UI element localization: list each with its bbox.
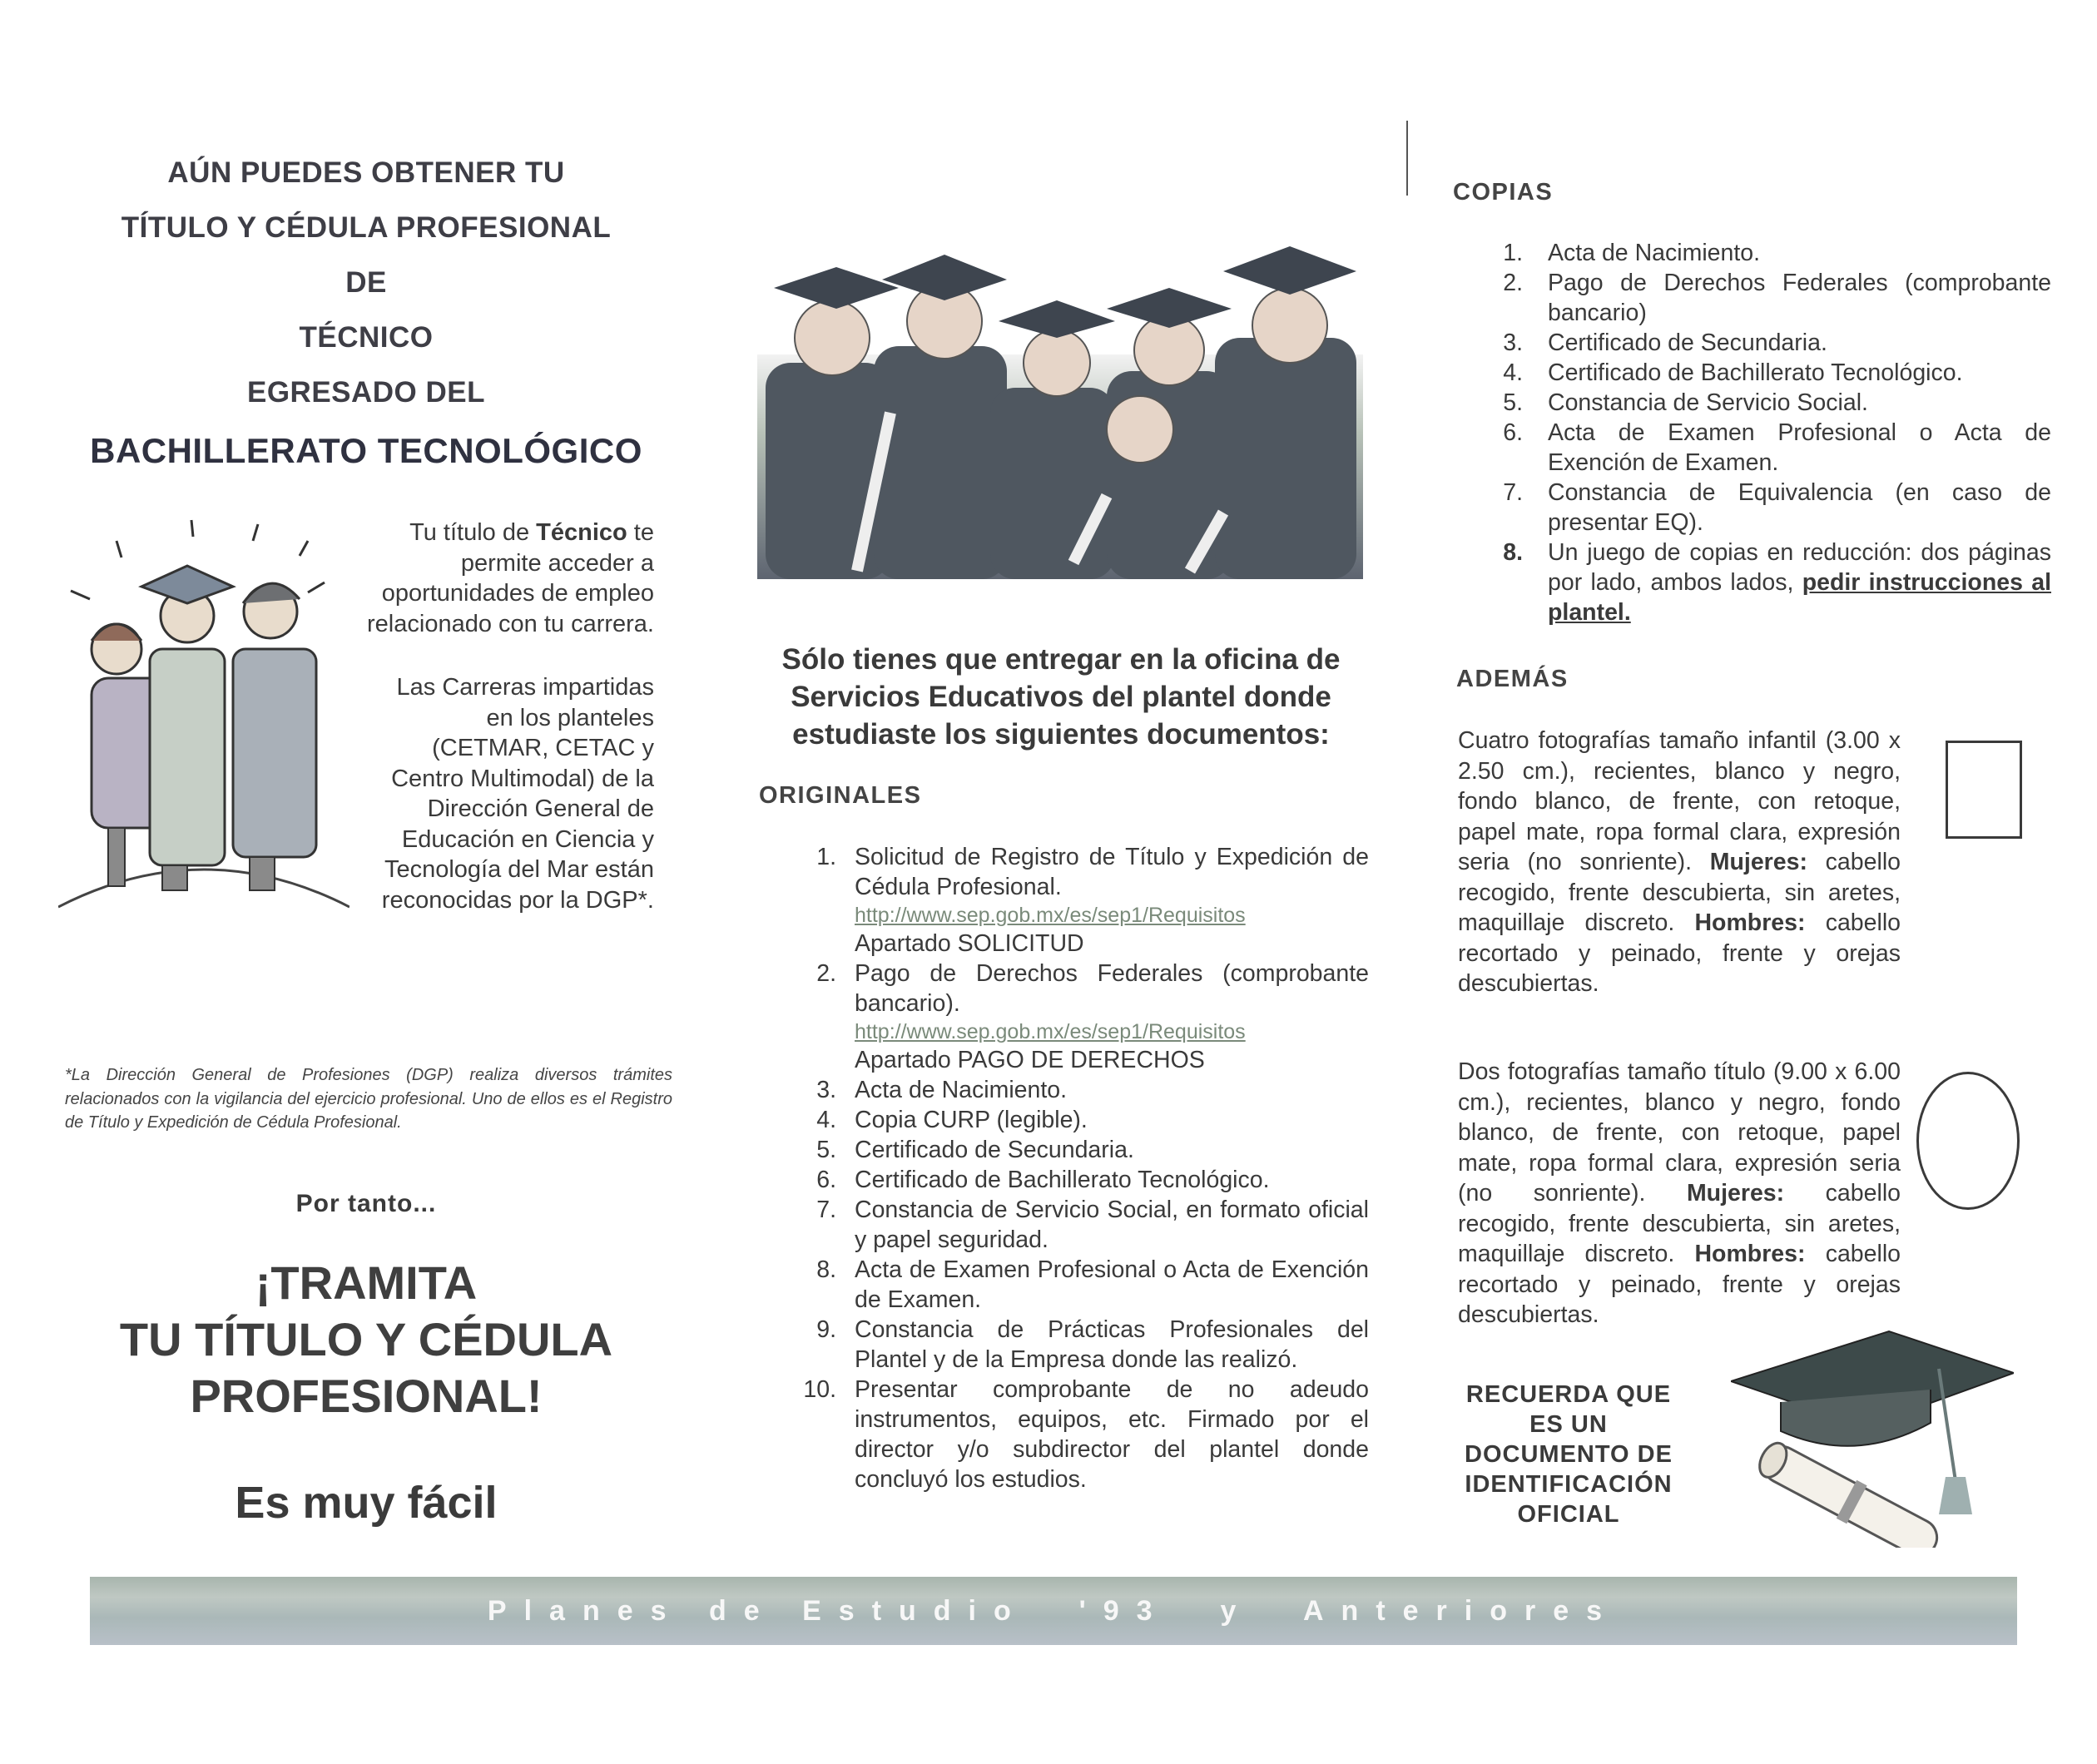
list-item: 1. Acta de Nacimiento. (1503, 240, 1761, 266)
title-line: EGRESADO DEL (246, 376, 486, 409)
list-item: 9. Constancia de Prácticas Profesionales del Plantel y de la Empresa donde las realizó. (816, 1316, 1369, 1373)
infantil-photo-frame (1946, 741, 2022, 839)
title-line: AÚN PUEDES OBTENER TU (167, 156, 565, 189)
title-line: TÍTULO Y CÉDULA PROFESIONAL (121, 211, 612, 244)
titulo-photo-frame (1916, 1072, 2020, 1210)
originales-heading: ORIGINALES (759, 782, 922, 809)
list-item: 5. Constancia de Servicio Social. (1503, 389, 1868, 416)
column-divider (1406, 121, 1408, 196)
list-item: 1. Solicitud de Registro de Título y Expedición de Cédula Profesional. http://www.sep.gob.mx/es/sep1/Requisitos Apartado SOLICITUD (816, 844, 1369, 957)
main-title (50, 146, 682, 482)
list-item: 7. Constancia de Servicio Social, en formato oficial y papel seguridad. (816, 1197, 1369, 1253)
copias-heading: COPIAS (1453, 179, 1554, 206)
footnote: *La Dirección General de Profesiones (DGP) realiza diversos trámites relacionados con la vigilancia del ejercicio profesional. Uno de ellos es el Registro de Título y Expedición de Cédula Profesional. (65, 1066, 672, 1132)
list-item: 6. Acta de Examen Profesional o Acta de Exención de Examen. (1503, 419, 2051, 476)
es-muy-facil: Es muy fácil (235, 1478, 498, 1528)
titulo-photos-text: Dos fotografías tamaño título (9.00 x 6.00 cm.), recientes, blanco y negro, fondo blanco, de frente, con retoque, papel mate, ropa formal clara, expresión seria (no sonriente). Mujeres: cabello recogido, frente descubierta, sin aretes, maquillaje discreto. Hombres: cabello recortado y peinado, frente y orejas descubiertas. (1458, 1058, 1901, 1328)
list-item: 7. Constancia de Equivalencia (en caso de presentar EQ). (1503, 479, 2051, 536)
por-tanto: Por tanto... (295, 1190, 437, 1217)
list-item: 5. Certificado de Secundaria. (816, 1137, 1134, 1163)
list-item: 8. Acta de Examen Profesional o Acta de Exención de Examen. (816, 1256, 1369, 1313)
footer-band (90, 1577, 2017, 1645)
list-item: 8. Un juego de copias en reducción: dos páginas por lado, ambos lados, pedir instrucciones al plantel. (1503, 539, 2051, 626)
tramita-heading: ¡TRAMITA TU TÍTULO Y CÉDULA PROFESIONAL! (119, 1256, 613, 1422)
recuerda-note: RECUERDA QUE ES UN DOCUMENTO DE IDENTIFICACIÓN OFICIAL (1465, 1381, 1673, 1528)
graduates-clipart (58, 516, 350, 932)
list-item: 6. Certificado de Bachillerato Tecnológico. (816, 1167, 1270, 1193)
titulo-paragraph: Tu título de Técnico te permite acceder a oportunidades de empleo relacionado con tu carrera. (367, 519, 654, 637)
graduation-cap-diploma-icon (1731, 1323, 2014, 1548)
requisitos-link[interactable]: http://www.sep.gob.mx/es/sep1/Requisitos (855, 904, 1246, 927)
left-description (366, 518, 654, 949)
pedir-instrucciones: pedir instrucciones al plantel. (1548, 569, 2051, 626)
list-item: 4. Copia CURP (legible). (816, 1107, 1088, 1133)
list-item: 3. Acta de Nacimiento. (816, 1077, 1068, 1103)
title-line: DE (345, 266, 387, 299)
list-item: 2. Pago de Derechos Federales (comprobante bancario) (1503, 270, 2051, 326)
originales-list (803, 842, 1369, 1494)
list-item: 3. Certificado de Secundaria. (1503, 330, 1827, 356)
instructions-heading: Sólo tienes que entregar en la oficina de Servicios Educativos del plantel donde estudiaste los siguientes documentos: (781, 643, 1341, 751)
carreras-paragraph: Las Carreras impartidas en los planteles (CETMAR, CETAC y Centro Multimodal) de la Dirección General de Educación en Ciencia y Tecnología del Mar están reconocidas por la DGP*. (381, 674, 654, 914)
ademas-heading: ADEMÁS (1456, 666, 1569, 692)
footer-band-text: Planes de Estudio '93 y Anteriores (487, 1594, 1620, 1627)
copias-list (1490, 238, 2051, 627)
list-item: 4. Certificado de Bachillerato Tecnológico. (1503, 359, 1963, 386)
title-line: TÉCNICO (299, 321, 434, 354)
list-item: 10. Presentar comprobante de no adeudo instrumentos, equipos, etc. Firmado por el director y/o subdirector del plantel donde concluyó los estudios. (803, 1376, 1369, 1493)
graduates-photo (757, 246, 1363, 579)
requisitos-link[interactable]: http://www.sep.gob.mx/es/sep1/Requisitos (855, 1020, 1246, 1043)
title-line: BACHILLERATO TECNOLÓGICO (90, 431, 642, 470)
list-item: 2. Pago de Derechos Federales (comprobante bancario). http://www.sep.gob.mx/es/sep1/Requisitos Apartado PAGO DE DERECHOS (816, 960, 1369, 1073)
infantil-photos-text: Cuatro fotografías tamaño infantil (3.00 x 2.50 cm.), recientes, blanco y negro, fondo blanco, de frente, con retoque, papel mate, ropa formal clara, expresión seria (no sonriente). Mujeres: cabello recogido, frente descubierta, sin aretes, maquillaje discreto. Hombres: cabello recortado y peinado, frente y orejas descubiertas. (1458, 727, 1901, 997)
